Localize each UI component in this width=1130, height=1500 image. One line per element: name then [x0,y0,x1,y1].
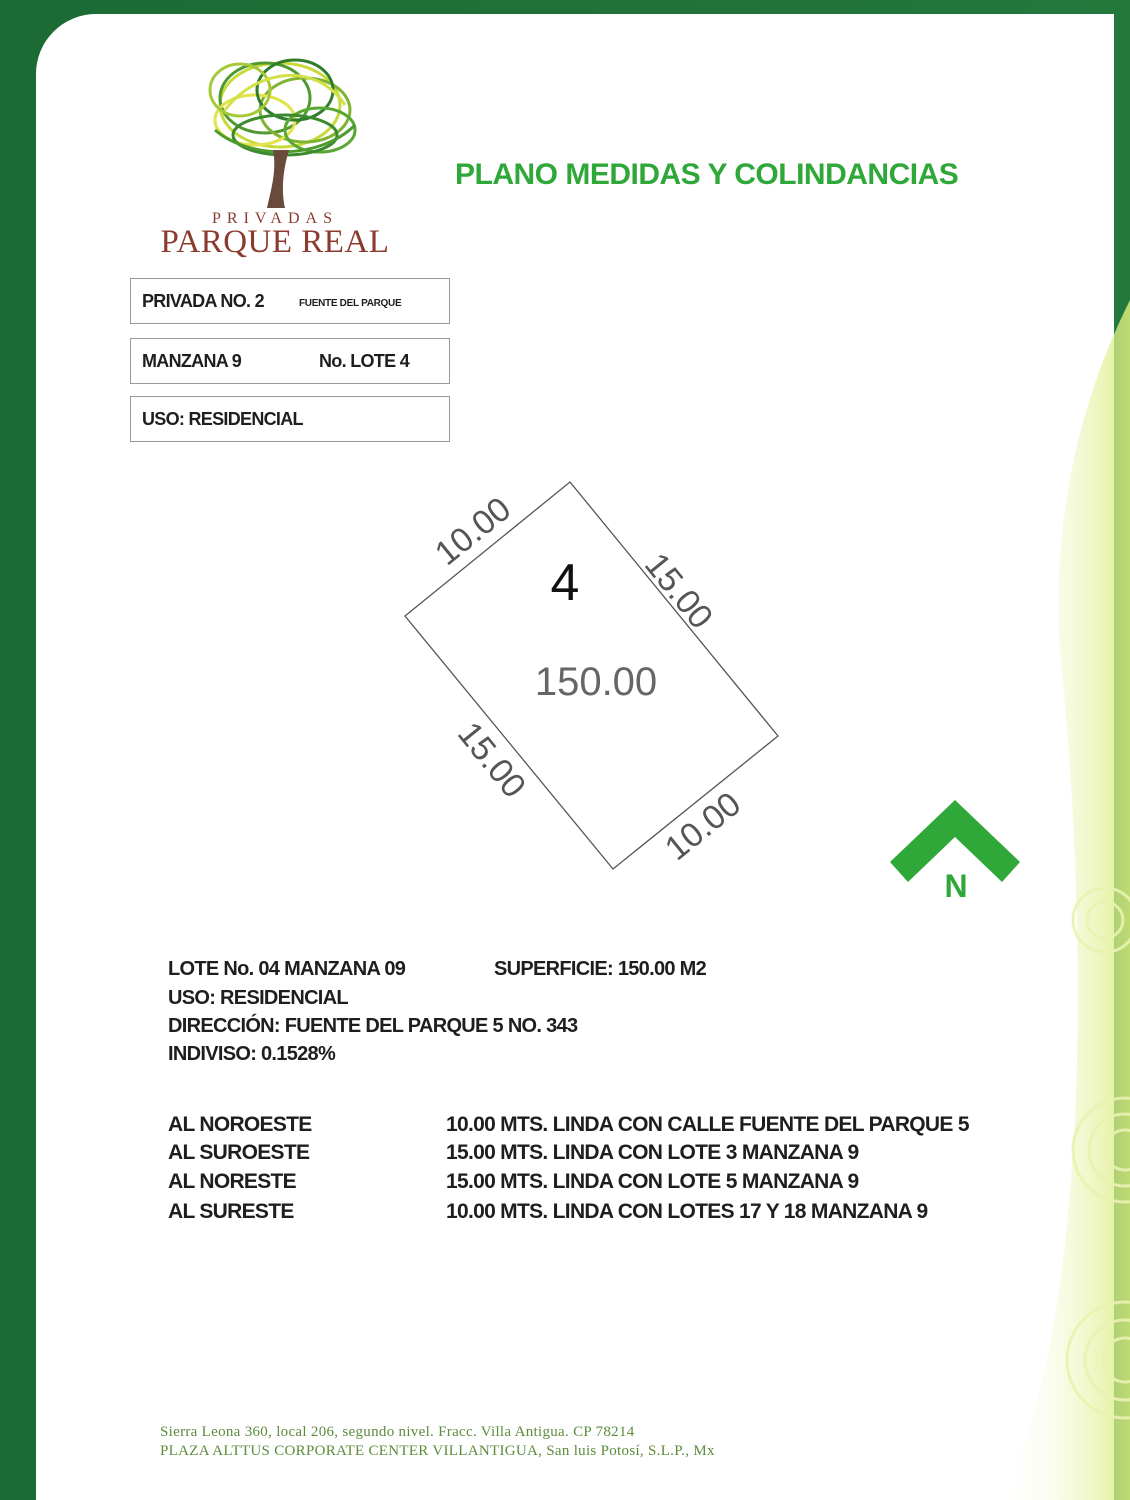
lote-value: No. LOTE 4 [319,351,410,371]
footer-address-line2: PLAZA ALTTUS CORPORATE CENTER VILLANTIGUA, San luis Potosí, S.L.P., Mx [160,1443,715,1459]
summary-superficie: SUPERFICIE: 150.00 M2 [494,958,707,980]
north-arrow-icon [880,795,1030,905]
lot-number: 4 [550,554,580,612]
privada-label: PRIVADA NO. 2 [142,291,264,311]
footer-address-line1: Sierra Leona 360, local 206, segundo nivel. Fracc. Villa Antigua. CP 78214 [160,1424,635,1440]
info-box-privada [130,278,450,324]
boundary-direction: AL SUROESTE [168,1141,310,1164]
lot-plan-drawing [380,470,810,880]
lot-area: 150.00 [534,660,658,704]
side-northeast-measure: 15.00 [637,546,721,637]
boundary-description: 15.00 MTS. LINDA CON LOTE 3 MANZANA 9 [446,1141,859,1164]
boundary-direction: AL NOROESTE [168,1113,312,1136]
side-southwest-measure: 15.00 [450,715,534,806]
boundary-direction: AL NORESTE [168,1170,296,1193]
summary-uso: USO: RESIDENCIAL [168,987,348,1009]
document-title: PLANO MEDIDAS Y COLINDANCIAS [455,158,959,191]
logo-subtitle: PRIVADAS [212,210,338,227]
info-box-manzana-lote [130,338,450,384]
boundary-description: 10.00 MTS. LINDA CON CALLE FUENTE DEL PARQUE 5 [446,1113,969,1136]
logo-brand-name: PARQUE REAL [160,224,390,260]
boundary-description: 15.00 MTS. LINDA CON LOTE 5 MANZANA 9 [446,1170,859,1193]
manzana-value: MANZANA 9 [142,351,242,371]
uso-value: USO: RESIDENCIAL [142,409,303,429]
summary-lote-manzana: LOTE No. 04 MANZANA 09 [168,958,406,980]
info-box-uso [130,396,450,442]
tree-logo-icon [195,50,370,210]
summary-direccion: DIRECCIÓN: FUENTE DEL PARQUE 5 NO. 343 [168,1015,578,1037]
side-southeast-measure: 10.00 [658,784,749,868]
summary-indiviso: INDIVISO: 0.1528% [168,1043,336,1065]
boundary-direction: AL SURESTE [168,1200,294,1223]
north-label: N [944,868,968,904]
side-northwest-measure: 10.00 [428,489,519,573]
privada-name: FUENTE DEL PARQUE [299,298,402,309]
boundary-description: 10.00 MTS. LINDA CON LOTES 17 Y 18 MANZANA 9 [446,1200,928,1223]
